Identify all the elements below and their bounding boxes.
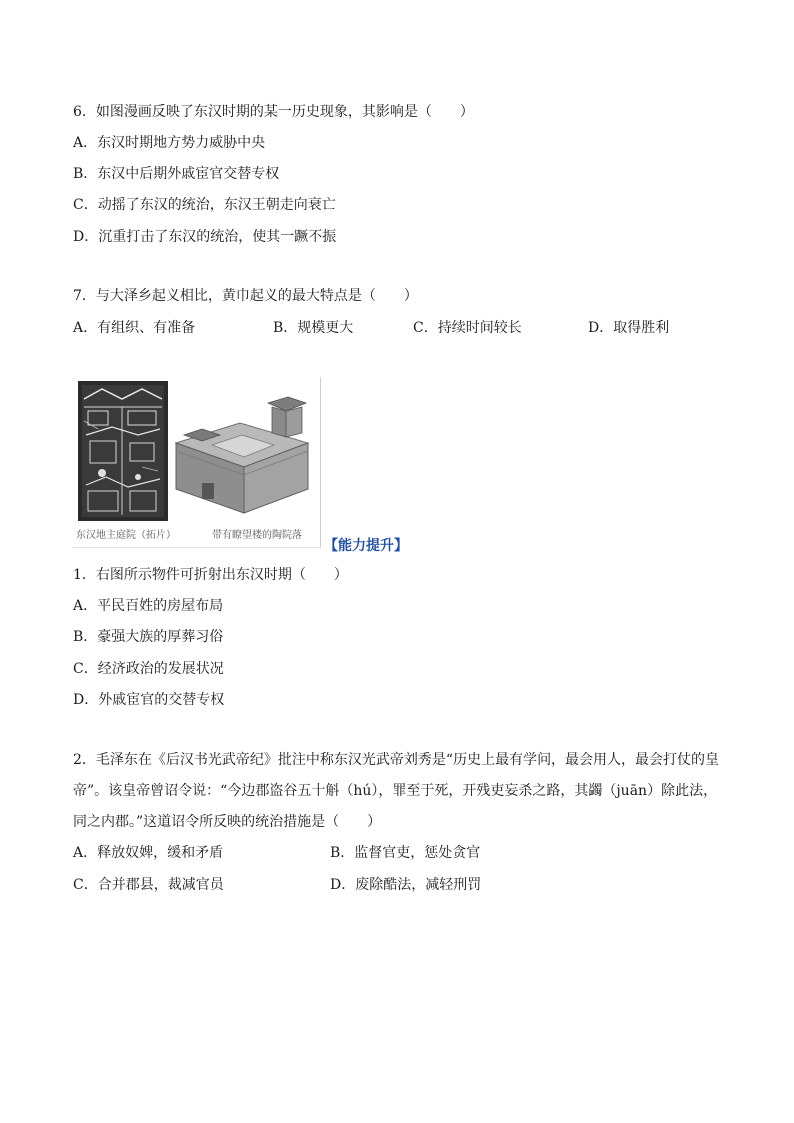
- ability-question-1-option-d: D．外戚宦官的交替专权: [73, 692, 225, 708]
- pottery-courtyard-image: [176, 397, 308, 513]
- ability-question-2-stem-line-1: 2．毛泽东在《后汉书光武帝纪》批注中称东汉光武帝刘秀是“历史上最有学问，最会用人，最会打仗的皇: [73, 752, 720, 768]
- ability-question-1-option-b: B．豪强大族的厚葬习俗: [73, 629, 224, 645]
- question-7-stem: 7．与大泽乡起义相比，黄巾起义的最大特点是（ ）: [73, 288, 418, 304]
- ability-question-1-option-c: C．经济政治的发展状况: [73, 661, 224, 677]
- ability-question-1-option-a: A．平民百姓的房屋布局: [73, 598, 224, 614]
- question-6-stem: 6．如图漫画反映了东汉时期的某一历史现象，其影响是（ ）: [73, 104, 474, 120]
- question-7-option-d: D．取得胜利: [588, 320, 670, 336]
- figure-caption-left: 东汉地主庭院（拓片）: [76, 530, 176, 541]
- figure-caption-right: 带有瞭望楼的陶院落: [212, 530, 302, 541]
- figure-han-courtyard: [72, 377, 321, 548]
- question-6-option-b: B．东汉中后期外戚宦官交替专权: [73, 166, 280, 182]
- section-title-ability: 【能力提升】: [324, 538, 408, 554]
- question-6-option-d: D．沉重打击了东汉的统治，使其一蹶不振: [73, 229, 337, 245]
- ability-question-2-stem-line-3: 同之内郡。”这道诏令所反映的统治措施是（ ）: [73, 814, 382, 830]
- ability-question-2-option-c: C．合并郡县，裁减官员: [73, 877, 224, 893]
- ability-question-2-option-b: B．监督官吏，惩处贪官: [330, 845, 481, 861]
- ability-question-2-option-d: D．废除酷法，减轻刑罚: [330, 877, 482, 893]
- question-7-option-a: A．有组织、有准备: [73, 320, 196, 336]
- question-6-option-a: A．东汉时期地方势力威胁中央: [73, 135, 266, 151]
- question-6-option-c: C．动摇了东汉的统治，东汉王朝走向衰亡: [73, 197, 336, 213]
- question-7-option-b: B．规模更大: [273, 320, 354, 336]
- ability-question-2-stem-line-2: 帝”。该皇帝曾诏令说：“今边郡盗谷五十斛（hú），罪至于死，开残吏妄杀之路，其蠲（juān）除此法，: [73, 783, 718, 799]
- ability-question-1-stem: 1．右图所示物件可折射出东汉时期（ ）: [73, 567, 348, 583]
- figure-illustration: [72, 377, 320, 525]
- ability-question-2-option-a: A．释放奴婢，缓和矛盾: [73, 845, 224, 861]
- rubbing-image: [78, 381, 168, 521]
- question-7-option-c: C．持续时间较长: [413, 320, 522, 336]
